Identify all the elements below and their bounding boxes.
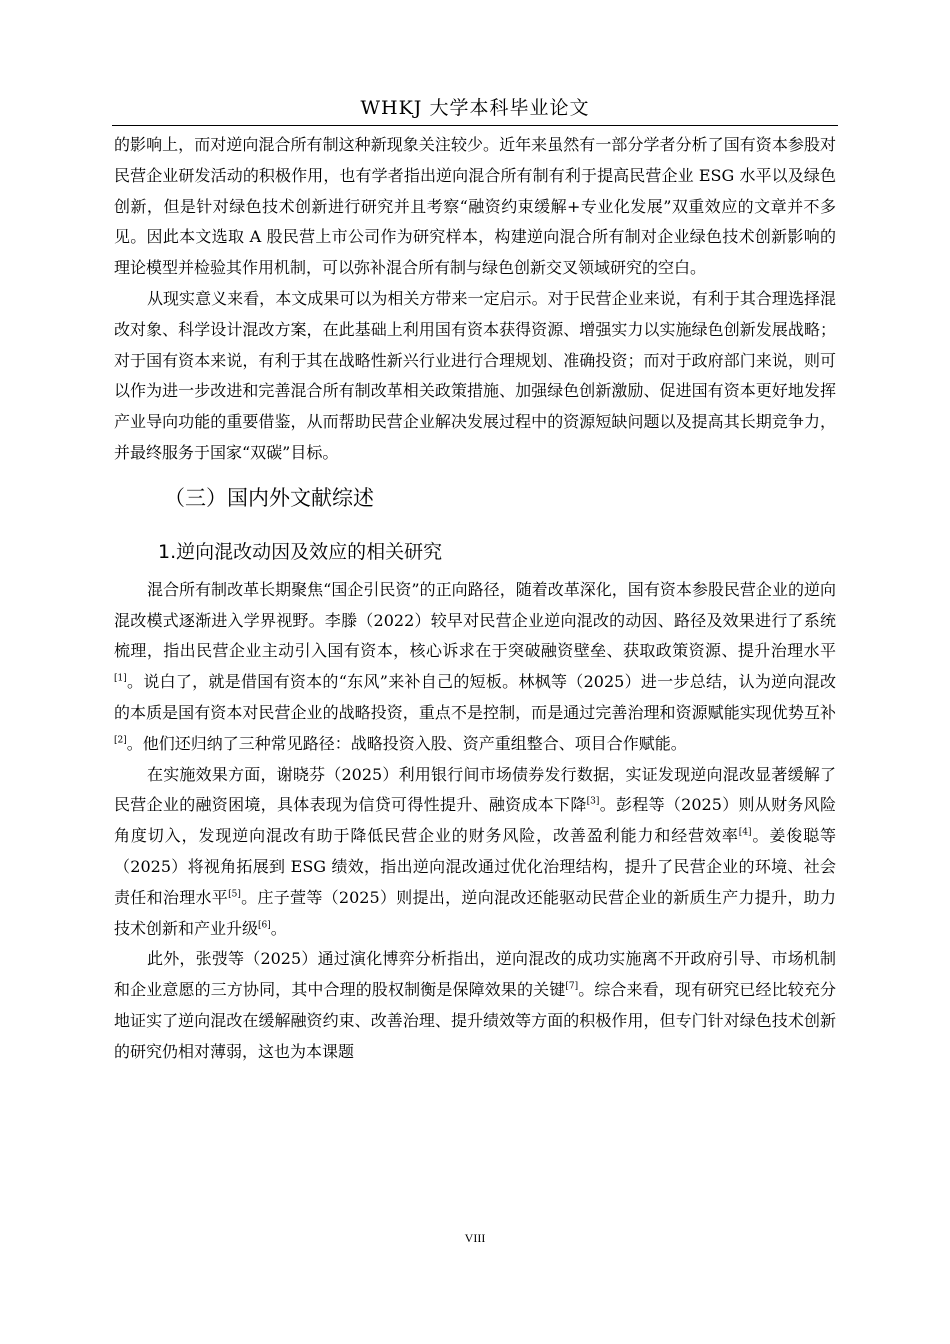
paragraph-4 xyxy=(114,760,836,945)
page-body xyxy=(114,130,836,1068)
paragraph-5-text-a: 此外，张弢等（2025）通过演化博弈分析指出，逆向混改的成功实施离不开政府引导、市场机制和企业意愿的三方协同，其中合理的股权制衡是保障效果的关键 xyxy=(114,949,836,1000)
citation-7: [7] xyxy=(565,981,579,992)
citation-6: [6] xyxy=(258,920,271,931)
paragraph-4-text-b: 。彭程等（2025）则从财务风险角度切入，发现逆向混改有助于降低民营企业的财务风险，改善盈利能力和经营效率 xyxy=(114,795,836,846)
paragraph-3-text-b: 。说白了，就是借国有资本的“东风”来补自己的短板。林枫等（2025）进一步总结，认为逆向混改的本质是国有资本对民营企业的战略投资，重点不是控制，而是通过完善治理和资源赋能实现优势互补 xyxy=(114,672,836,722)
paragraph-4-text-d: 。庄子萱等（2025）则提出，逆向混改还能驱动民营企业的新质生产力提升，助力技术创新和产业升级 xyxy=(114,887,836,938)
header-rule xyxy=(112,125,838,126)
subsection-heading: 1.逆向混改动因及效应的相关研究 xyxy=(158,540,443,563)
paragraph-5-text-b: 。综合来看，现有研究已经比较充分地证实了逆向混改在缓解融资约束、改善治理、提升绩效等方面的积极作用，但专门针对绿色技术创新的研究仍相对薄弱，这也为本课题 xyxy=(114,980,836,1061)
paragraph-4-text-a: 在实施效果方面，谢晓芬（2025）利用银行间市场债券发行数据，实证发现逆向混改显著缓解了民营企业的融资困境，具体表现为信贷可得性提升、融资成本下降 xyxy=(114,764,836,815)
paragraph-3-text-a: 混合所有制改革长期聚焦“国企引民资”的正向路径，随着改革深化，国有资本参股民营企业的逆向混改模式逐渐进入学界视野。李滕（2022）较早对民营企业逆向混改的动因、路径及效果进行了系统梳理，指出民营企业主动引入国有资本，核心诉求在于突破融资壁垒、获取政策资源、提升治理水平 xyxy=(114,579,836,661)
page-number: VIII xyxy=(464,1231,486,1245)
paragraph-5 xyxy=(114,944,836,1067)
paragraph-3 xyxy=(114,575,836,760)
paragraph-4-text-e: 。 xyxy=(270,918,287,938)
page-header: WHKJ 大学本科毕业论文 xyxy=(360,97,590,119)
citation-2: [2] xyxy=(114,735,127,746)
citation-1: [1] xyxy=(114,673,127,684)
paragraph-2: 从现实意义来看，本文成果可以为相关方带来一定启示。对于民营企业来说，有利于其合理选择混改对象、科学设计混改方案，在此基础上利用国有资本获得资源、增强实力以实施绿色创新发展战略；对于国有资本来说，有利于其在战略性新兴行业进行合理规划、准确投资；而对于政府部门来说，则可以作为进一步改进和完善混合所有制改革相关政策措施、加强绿色创新激励、促进国有资本更好地发挥产业导向功能的重要借鉴，从而帮助民营企业解决发展过程中的资源短缺问题以及提高其长期竞争力，并最终服务于国家“双碳”目标。 xyxy=(114,288,836,462)
paragraph-3-text-c: 。他们还归纳了三种常见路径：战略投资入股、资产重组整合、项目合作赋能。 xyxy=(126,733,687,753)
citation-3: [3] xyxy=(586,797,600,808)
paragraph-1: 的影响上，而对逆向混合所有制这种新现象关注较少。近年来虽然有一部分学者分析了国有资本参股对民营企业研发活动的积极作用，也有学者指出逆向混合所有制有利于提高民营企业 ESG 水平以及绿色创新，但是针对绿色技术创新进行研究并且考察“融资约束缓解+专业化发展”双重效应的文章并不多见。因此本文选取 A 股民营上市公司作为研究样本，构建逆向混合所有制对企业绿色技术创新影响的理论模型并检验其作用机制，可以弥补混合所有制与绿色创新交叉领域研究的空白。 xyxy=(114,135,836,278)
paragraph-4-text-c: 。姜俊聪等（2025）将视角拓展到 ESG 绩效，指出逆向混改通过优化治理结构，提升了民营企业的环境、社会责任和治理水平 xyxy=(114,826,836,907)
citation-5: [5] xyxy=(228,889,241,900)
citation-4: [4] xyxy=(738,827,752,838)
section-heading: （三）国内外文献综述 xyxy=(164,485,374,510)
